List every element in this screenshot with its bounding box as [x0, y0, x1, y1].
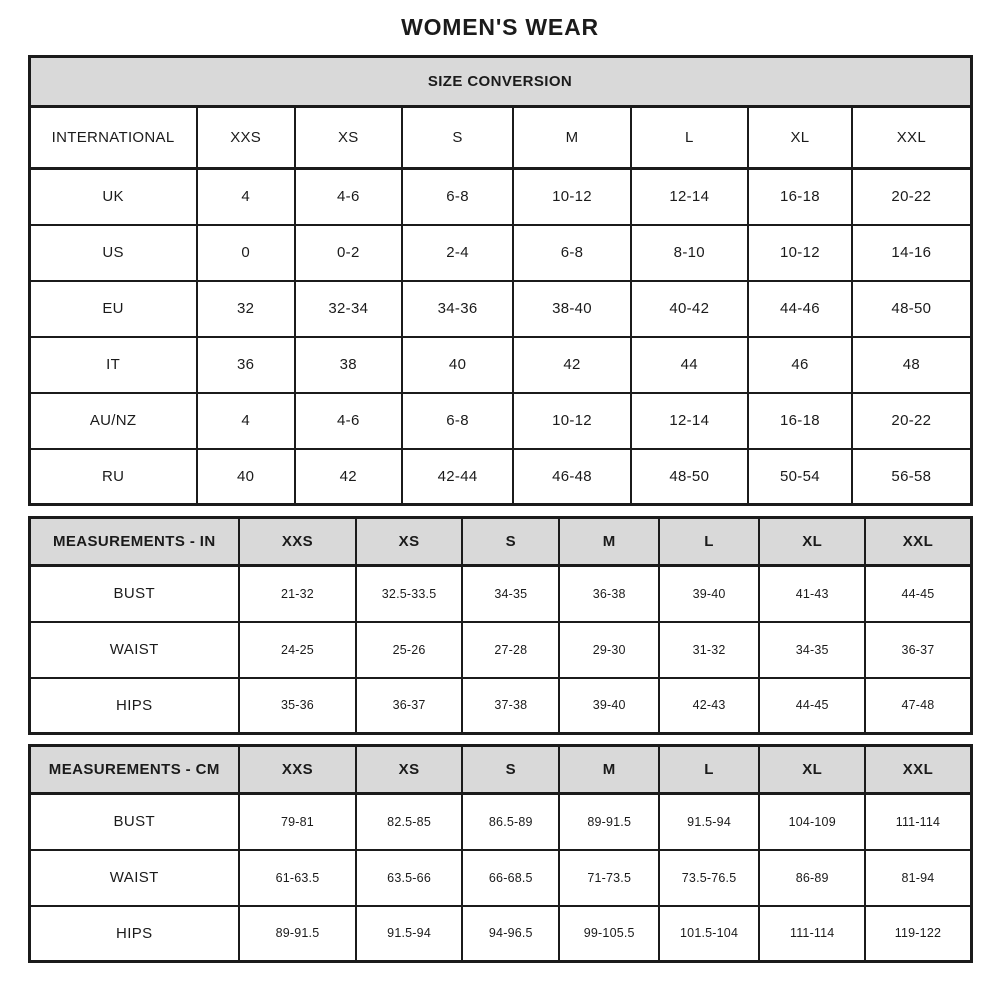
value-cell: 42-44: [402, 449, 513, 505]
value-cell: L: [631, 107, 748, 169]
value-cell: 63.5-66: [356, 850, 462, 906]
value-cell: 36: [197, 337, 295, 393]
value-cell: 34-35: [759, 622, 865, 678]
value-cell: 119-122: [865, 906, 971, 962]
value-cell: 35-36: [239, 678, 356, 734]
value-cell: 4: [197, 393, 295, 449]
value-cell: 44-45: [865, 566, 971, 622]
value-cell: 46: [748, 337, 853, 393]
value-cell: 32-34: [295, 281, 402, 337]
value-cell: 86.5-89: [462, 794, 559, 850]
value-cell: 16-18: [748, 169, 853, 225]
row-label: AU/NZ: [29, 393, 197, 449]
value-cell: 42: [513, 337, 631, 393]
value-cell: 48-50: [852, 281, 971, 337]
value-cell: 111-114: [759, 906, 865, 962]
measurements-in-row-waist: [29, 622, 971, 678]
value-cell: 8-10: [631, 225, 748, 281]
value-cell: 81-94: [865, 850, 971, 906]
value-cell: 29-30: [559, 622, 659, 678]
value-cell: 46-48: [513, 449, 631, 505]
value-cell: 10-12: [513, 393, 631, 449]
value-cell: 4-6: [295, 169, 402, 225]
value-cell: 2-4: [402, 225, 513, 281]
size-conversion-body: [29, 107, 971, 505]
size-column-header-l: L: [659, 518, 759, 566]
value-cell: XXL: [852, 107, 971, 169]
size-column-header-m: M: [559, 518, 659, 566]
size-column-header-l: L: [659, 746, 759, 794]
measurements-cm-body: [29, 794, 971, 962]
size-conversion-row-international: [29, 107, 971, 169]
size-column-header-xxl: XXL: [865, 746, 971, 794]
value-cell: 73.5-76.5: [659, 850, 759, 906]
value-cell: 25-26: [356, 622, 462, 678]
value-cell: 82.5-85: [356, 794, 462, 850]
row-label: HIPS: [29, 678, 239, 734]
row-label: BUST: [29, 566, 239, 622]
row-label: US: [29, 225, 197, 281]
value-cell: 6-8: [513, 225, 631, 281]
value-cell: 32.5-33.5: [356, 566, 462, 622]
size-conversion-row-us: [29, 225, 971, 281]
size-conversion-header-row: [29, 57, 971, 107]
value-cell: 66-68.5: [462, 850, 559, 906]
value-cell: 44-45: [759, 678, 865, 734]
value-cell: 36-37: [865, 622, 971, 678]
value-cell: S: [402, 107, 513, 169]
value-cell: 47-48: [865, 678, 971, 734]
size-conversion-header: SIZE CONVERSION: [29, 57, 971, 107]
measurements-in-row-hips: [29, 678, 971, 734]
size-conversion-table: [28, 55, 973, 506]
value-cell: 10-12: [513, 169, 631, 225]
value-cell: 10-12: [748, 225, 853, 281]
size-conversion-row-it: [29, 337, 971, 393]
value-cell: 44-46: [748, 281, 853, 337]
row-label: BUST: [29, 794, 239, 850]
size-column-header-xxs: XXS: [239, 746, 356, 794]
measurements-in-body: [29, 566, 971, 734]
size-column-header-xs: XS: [356, 746, 462, 794]
row-label: INTERNATIONAL: [29, 107, 197, 169]
value-cell: 89-91.5: [559, 794, 659, 850]
value-cell: 12-14: [631, 169, 748, 225]
value-cell: 41-43: [759, 566, 865, 622]
row-label: IT: [29, 337, 197, 393]
value-cell: 40-42: [631, 281, 748, 337]
value-cell: 56-58: [852, 449, 971, 505]
measurements-cm-header-row: [29, 746, 971, 794]
value-cell: XXS: [197, 107, 295, 169]
measurements-cm-row-bust: [29, 794, 971, 850]
value-cell: M: [513, 107, 631, 169]
value-cell: 86-89: [759, 850, 865, 906]
value-cell: 20-22: [852, 169, 971, 225]
value-cell: 38: [295, 337, 402, 393]
value-cell: 101.5-104: [659, 906, 759, 962]
value-cell: 20-22: [852, 393, 971, 449]
value-cell: 38-40: [513, 281, 631, 337]
value-cell: 0-2: [295, 225, 402, 281]
value-cell: 27-28: [462, 622, 559, 678]
value-cell: XS: [295, 107, 402, 169]
value-cell: 34-35: [462, 566, 559, 622]
value-cell: 0: [197, 225, 295, 281]
value-cell: 4: [197, 169, 295, 225]
value-cell: 111-114: [865, 794, 971, 850]
value-cell: 44: [631, 337, 748, 393]
value-cell: 24-25: [239, 622, 356, 678]
row-label: EU: [29, 281, 197, 337]
value-cell: 104-109: [759, 794, 865, 850]
size-column-header-s: S: [462, 746, 559, 794]
size-conversion-row-au-nz: [29, 393, 971, 449]
size-conversion-row-eu: [29, 281, 971, 337]
measurements-cm-row-waist: [29, 850, 971, 906]
page-title: WOMEN'S WEAR: [401, 14, 599, 40]
measurements-cm-table: [28, 744, 973, 963]
measurements-cm-header-label: MEASUREMENTS - CM: [29, 746, 239, 794]
value-cell: 39-40: [659, 566, 759, 622]
size-chart-page: [28, 0, 973, 963]
value-cell: 61-63.5: [239, 850, 356, 906]
value-cell: 91.5-94: [659, 794, 759, 850]
value-cell: 6-8: [402, 393, 513, 449]
value-cell: 32: [197, 281, 295, 337]
value-cell: 91.5-94: [356, 906, 462, 962]
measurements-in-header-row: [29, 518, 971, 566]
value-cell: 40: [402, 337, 513, 393]
value-cell: 12-14: [631, 393, 748, 449]
value-cell: 37-38: [462, 678, 559, 734]
size-column-header-xxs: XXS: [239, 518, 356, 566]
value-cell: 31-32: [659, 622, 759, 678]
row-label: UK: [29, 169, 197, 225]
value-cell: 36-38: [559, 566, 659, 622]
measurements-cm-row-hips: [29, 906, 971, 962]
size-conversion-row-ru: [29, 449, 971, 505]
measurements-in-header-label: MEASUREMENTS - IN: [29, 518, 239, 566]
row-label: WAIST: [29, 622, 239, 678]
measurements-in-table: [28, 516, 973, 735]
value-cell: 71-73.5: [559, 850, 659, 906]
value-cell: 14-16: [852, 225, 971, 281]
value-cell: 89-91.5: [239, 906, 356, 962]
value-cell: 39-40: [559, 678, 659, 734]
value-cell: 36-37: [356, 678, 462, 734]
size-column-header-xl: XL: [759, 518, 865, 566]
value-cell: 6-8: [402, 169, 513, 225]
size-column-header-s: S: [462, 518, 559, 566]
value-cell: 94-96.5: [462, 906, 559, 962]
value-cell: XL: [748, 107, 853, 169]
value-cell: 79-81: [239, 794, 356, 850]
size-conversion-row-uk: [29, 169, 971, 225]
size-column-header-xs: XS: [356, 518, 462, 566]
value-cell: 50-54: [748, 449, 853, 505]
value-cell: 42: [295, 449, 402, 505]
value-cell: 48-50: [631, 449, 748, 505]
value-cell: 40: [197, 449, 295, 505]
row-label: RU: [29, 449, 197, 505]
size-column-header-xl: XL: [759, 746, 865, 794]
value-cell: 34-36: [402, 281, 513, 337]
value-cell: 4-6: [295, 393, 402, 449]
size-column-header-xxl: XXL: [865, 518, 971, 566]
row-label: WAIST: [29, 850, 239, 906]
size-column-header-m: M: [559, 746, 659, 794]
value-cell: 99-105.5: [559, 906, 659, 962]
row-label: HIPS: [29, 906, 239, 962]
measurements-in-row-bust: [29, 566, 971, 622]
value-cell: 16-18: [748, 393, 853, 449]
value-cell: 48: [852, 337, 971, 393]
value-cell: 42-43: [659, 678, 759, 734]
value-cell: 21-32: [239, 566, 356, 622]
